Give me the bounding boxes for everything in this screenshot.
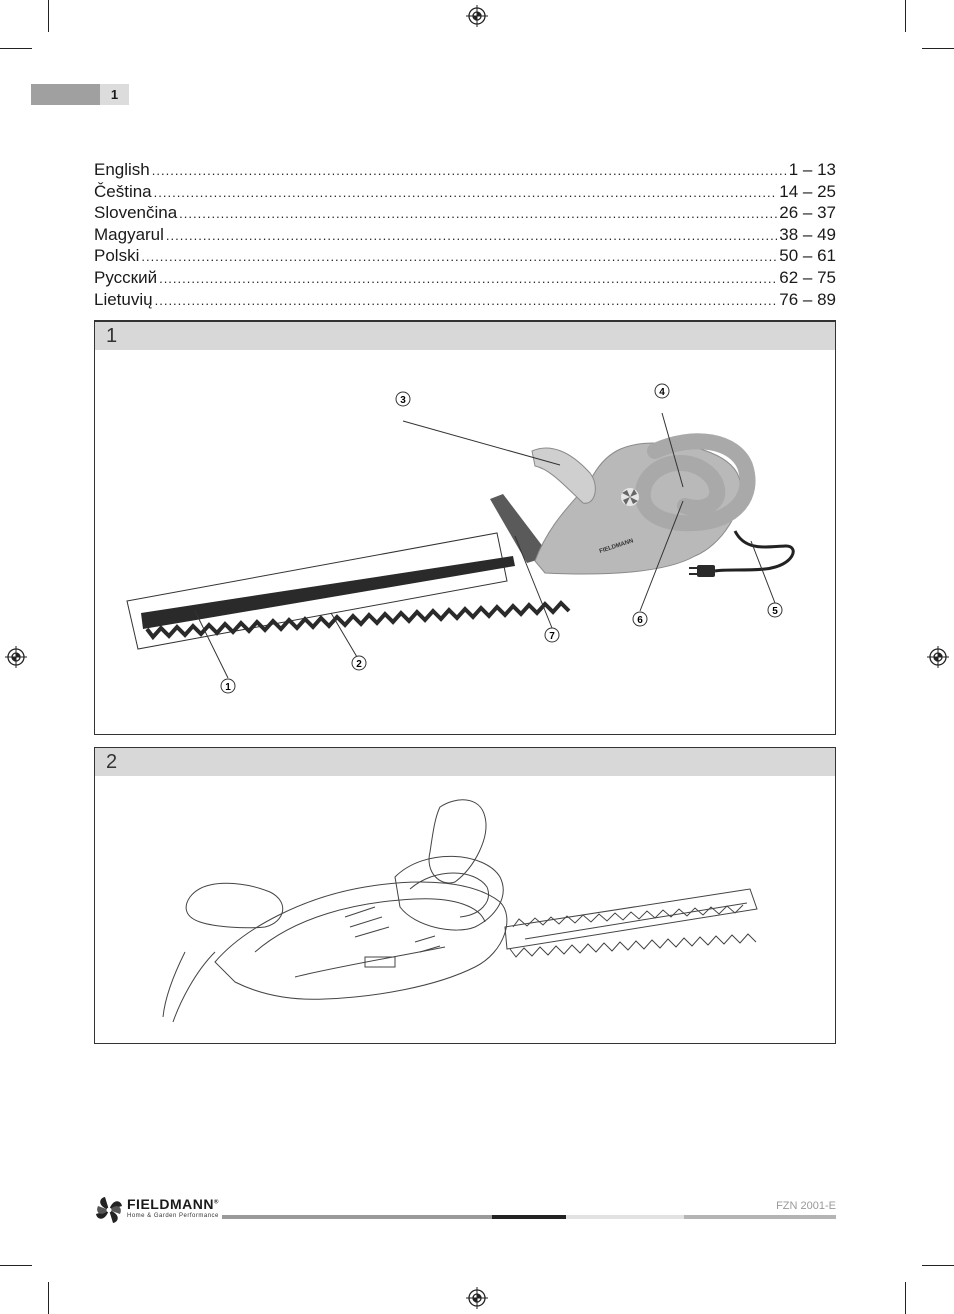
fieldmann-fan-logo-icon: [94, 1195, 124, 1225]
callout-4: [655, 384, 669, 398]
power-cord-icon: [715, 531, 793, 571]
footer-rule: [492, 1215, 566, 1219]
toc-language: Русский: [94, 267, 158, 287]
toc-row[interactable]: [94, 225, 836, 247]
callout-5: [768, 603, 782, 617]
callout-1: [221, 679, 235, 693]
product-label: FIELDMANN: [598, 538, 635, 555]
svg-text:4: 4: [659, 387, 665, 398]
figure-1: [94, 320, 836, 735]
model-number: FZN 2001-E: [776, 1200, 836, 1212]
crop-mark: [0, 1265, 32, 1266]
svg-text:7: 7: [549, 631, 555, 642]
crop-mark: [48, 0, 49, 32]
footer-rule: [684, 1215, 836, 1219]
toc-language: Polski: [94, 246, 140, 266]
footer-tagline: Home & Garden Performance: [127, 1213, 219, 1219]
toc-row[interactable]: [94, 203, 836, 225]
figure-1-number: 1: [95, 322, 835, 350]
toc-pages: 38 – 49: [779, 224, 836, 244]
callout-7: [545, 628, 559, 642]
toc-language: Lietuvių: [94, 289, 153, 309]
trademark-symbol: ®: [213, 1199, 219, 1206]
registration-mark-icon: [5, 646, 27, 668]
toc-row[interactable]: [94, 182, 836, 204]
footer-brand: [127, 1196, 219, 1212]
toc-language: Magyarul: [94, 224, 164, 244]
right-hand-icon: [429, 800, 486, 883]
svg-text:1: 1: [225, 682, 231, 693]
callout-3: [396, 392, 410, 406]
callout-2: [352, 656, 366, 670]
svg-text:2: 2: [356, 659, 362, 670]
page-number: 1: [100, 84, 129, 105]
crop-mark: [0, 48, 32, 49]
footer-brand-name: FIELDMANN: [127, 1196, 214, 1212]
toc-leader: [159, 268, 777, 290]
page-tab-bar: [31, 84, 100, 105]
svg-text:6: 6: [637, 615, 643, 626]
two-hand-operation-diagram: [95, 777, 835, 1043]
toc-leader: [152, 160, 787, 182]
toc-leader: [155, 290, 778, 312]
toc-leader: [154, 182, 778, 204]
toc-pages: 26 – 37: [779, 203, 836, 223]
fan-logo-icon: [621, 488, 639, 506]
toc-pages: 62 – 75: [779, 267, 836, 287]
toc-language: Čeština: [94, 181, 152, 201]
footer-rule: [222, 1215, 492, 1219]
toc-language: English: [94, 160, 150, 179]
toc-leader: [166, 225, 777, 247]
crop-mark: [905, 0, 906, 32]
crop-mark: [922, 48, 954, 49]
registration-mark-icon: [927, 646, 949, 668]
svg-text:5: 5: [772, 606, 778, 617]
toc-row[interactable]: [94, 246, 836, 268]
toc-row[interactable]: [94, 160, 836, 182]
toc-leader: [179, 203, 777, 225]
toc-pages: 50 – 61: [779, 246, 836, 266]
hedge-trimmer-diagram: [95, 351, 835, 734]
toc-pages: 76 – 89: [779, 289, 836, 309]
toc-pages: 1 – 13: [788, 160, 836, 179]
registration-mark-icon: [466, 5, 488, 27]
toc-row[interactable]: [94, 290, 836, 312]
front-handle-icon: [532, 448, 595, 503]
callout-6: [633, 612, 647, 626]
plug-icon: [689, 565, 715, 577]
figure-2: [94, 747, 836, 1044]
toc-language: Slovenčina: [94, 203, 178, 223]
figure-2-number: 2: [95, 748, 835, 776]
toc-pages: 14 – 25: [779, 181, 836, 201]
toc-row[interactable]: [94, 268, 836, 290]
toc-leader: [141, 246, 777, 268]
blade-outline-icon: [505, 889, 757, 949]
table-of-contents: [94, 160, 836, 311]
svg-text:3: 3: [400, 395, 406, 406]
body-outline-icon: [215, 882, 507, 999]
registration-mark-icon: [466, 1287, 488, 1309]
crop-mark: [905, 1282, 906, 1314]
crop-mark: [48, 1282, 49, 1314]
footer-rule: [566, 1215, 684, 1219]
crop-mark: [922, 1265, 954, 1266]
